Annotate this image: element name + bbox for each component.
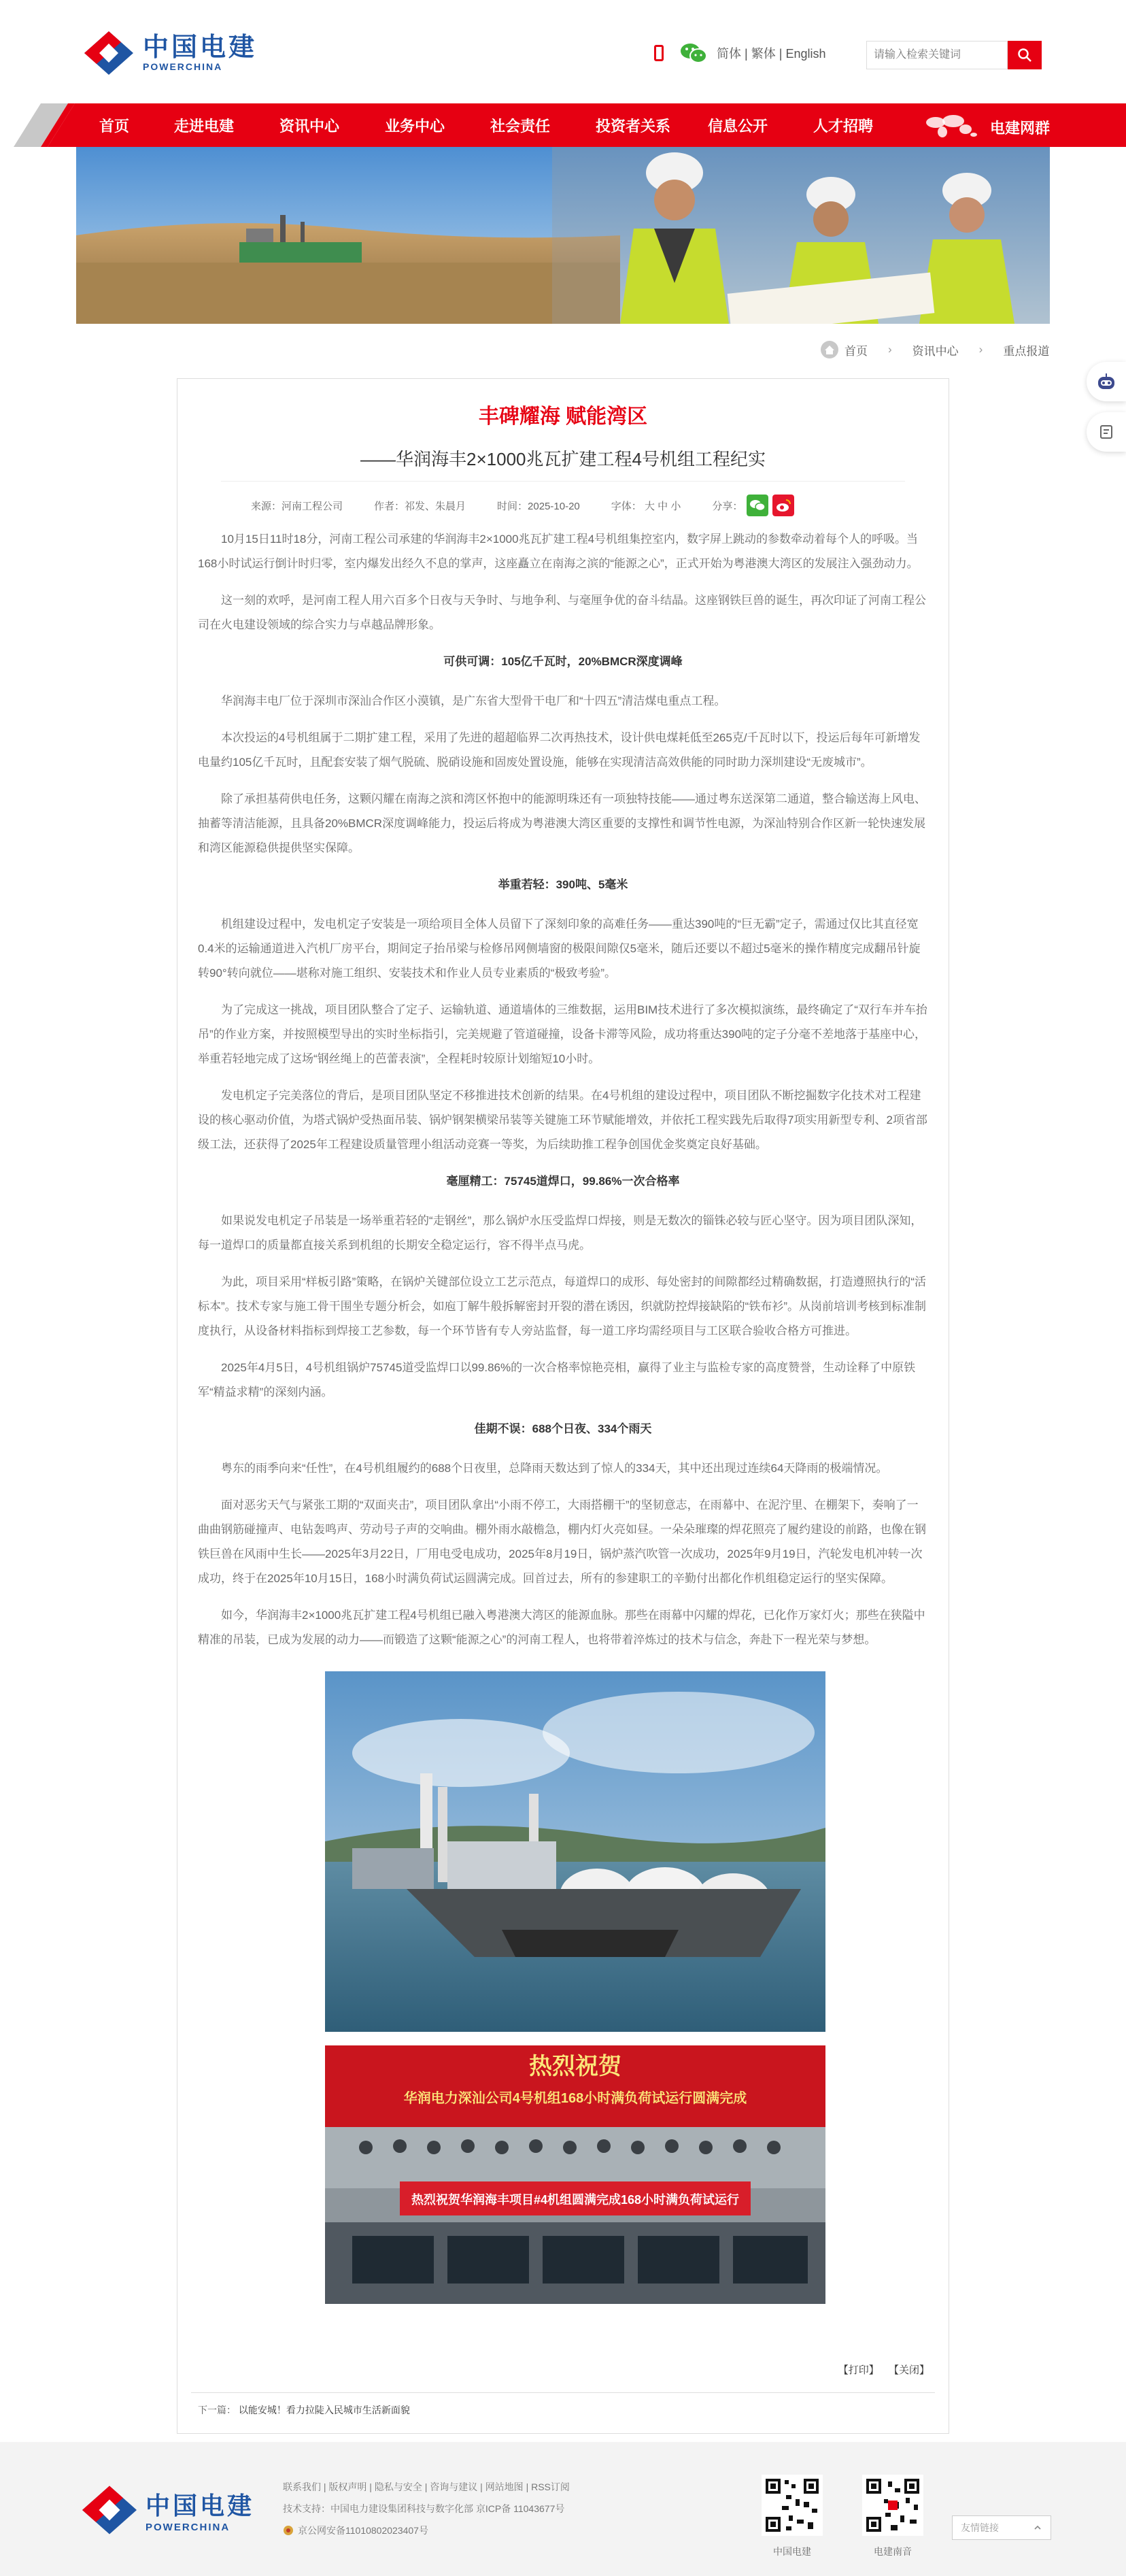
font-large[interactable]: 大 [644, 500, 655, 512]
banner-text-red: 热烈祝贺华润海丰项目#4机组圆满完成168小时满负荷试运行 [411, 2193, 740, 2207]
article-title: 丰碑耀海 赋能湾区 [478, 405, 648, 428]
site-header [0, 0, 1126, 103]
chevron-right-icon: › [978, 343, 983, 356]
footer-link-feedback[interactable]: 咨询与建议 [430, 2481, 478, 2492]
paragraph: 10月15日11时18分，河南工程公司承建的华润海丰2×1000兆瓦扩建工程4号机组集控室内，数字屏上跳动的参数牵动着每个人的呼吸。当168小时试运行倒计时归零，室内爆发出经久不息的掌声，这座矗立在南海之滨的“能源之心”，正式开始为粤港澳大湾区的发展注入强劲动力。 [198, 533, 919, 570]
article-container [177, 378, 949, 2434]
search-button[interactable] [1008, 41, 1042, 69]
qr-caption: 中国电建 [773, 2546, 811, 2557]
paragraph: 华润海丰电厂位于深圳市深汕合作区小漠镇，是广东省大型骨干电厂和“十四五”清洁煤电重点工程。 [221, 695, 726, 707]
close-button[interactable]: 【关闭】 [888, 2364, 929, 2376]
paragraph: 如果说发电机定子吊装是一场举重若轻的“走钢丝”，那么锅炉水压受监焊口焊接，则是无数次的锱铢必较与匠心坚守。因为项目团队深知，每一道焊口的质量都直接关系到机组的长期安全稳定运行，容不得半点马虎。 [198, 1214, 923, 1252]
search-bar [866, 41, 1042, 69]
nav-item-responsibility[interactable]: 社会责任 [490, 117, 551, 135]
nav-network[interactable]: 电建网群 [990, 120, 1051, 137]
footer-link-copyright[interactable]: 版权声明 [328, 2481, 367, 2492]
breadcrumb [820, 340, 1049, 359]
search-icon [1017, 48, 1032, 63]
paragraph: 粤东的雨季向来“任性”，在4号机组履约的688个日夜里，总降雨天数达到了惊人的334天，其中还出现过连续64天降雨的极端情况。 [221, 1462, 888, 1475]
wechat-share-icon[interactable] [747, 495, 768, 516]
lang-simplified[interactable]: 简体 [717, 47, 741, 61]
banner-text-mid: 华润电力深汕公司4号机组168小时满负荷试运行圆满完成 [403, 2091, 747, 2106]
qr-code-image [862, 2475, 923, 2536]
wechat-icon[interactable] [680, 42, 707, 64]
section-heading: 佳期不误：688个日夜、334个雨天 [474, 1422, 652, 1435]
nav-item-about[interactable]: 走进电建 [174, 117, 235, 135]
footer-link-contact[interactable]: 联系我们 [283, 2481, 321, 2492]
paragraph: 2025年4月5日，4号机组锅炉75745道受监焊口以99.86%的一次合格率惊艳亮相，赢得了业主与监检专家的高度赞誉，生动诠释了中原铁军“精益求精”的深刻内涵。 [198, 1361, 916, 1399]
qr-caption: 电建南音 [874, 2546, 912, 2557]
qr-code-nanyin [862, 2475, 923, 2558]
print-close-bar [832, 2362, 929, 2377]
logo-en-text: POWERCHINA [143, 61, 223, 72]
footer-logo-cn: 中国电建 [146, 2492, 255, 2520]
search-input[interactable] [866, 41, 1008, 69]
nav-item-disclosure[interactable]: 信息公开 [708, 117, 768, 135]
next-label: 下一篇： [198, 2405, 236, 2415]
paragraph: 面对恶劣天气与紧张工期的“双面夹击”，项目团队拿出“小雨不停工，大雨搭棚干”的坚韧意志，在雨幕中、在泥泞里、在棚架下，奏响了一曲曲钢筋碰撞声、电钻轰鸣声、劳动号子声的交响曲。棚外雨水敲檐急，棚内灯火亮如昼。一朵朵璀璨的焊花照亮了履约建设的前路，也像在钢铁巨兽在风雨中生长——2025年3月22日，厂用电受电成功，2025年8月19日，锅炉蒸汽吹管一次成功，2025年9月19日，汽轮发电机冲转一次成功，终于在2025年10月15日，168小时满负荷试运圆满完成。回首过去，所有的参建职工的辛勤付出都化作机组稳定运行的坚实保障。 [198, 1499, 926, 1585]
meta-author: 作者：祁发、朱晨月 [374, 500, 466, 512]
paragraph: 除了承担基荷供电任务，这颗闪耀在南海之滨和湾区怀抱中的能源明珠还有一项独特技能——通过粤东送深第二通道，整合输送海上风电、抽蓄等清洁能源，且具备20%BMCR深度调峰能力，投运后将成为粤港澳大湾区重要的支撑性和调节性电源，为深汕特别合作区新一轮快速发展和湾区能源稳供提供坚实保障。 [198, 792, 926, 854]
weibo-share-icon[interactable] [772, 495, 794, 516]
divider [221, 481, 905, 482]
footer-logo-en: POWERCHINA [146, 2522, 231, 2533]
footer-link-rss[interactable]: RSS订阅 [531, 2481, 570, 2492]
site-logo[interactable] [82, 29, 257, 78]
next-article [198, 2403, 410, 2417]
chevron-up-icon [1033, 2523, 1042, 2532]
nav-item-careers[interactable]: 人才招聘 [813, 117, 874, 135]
document-icon [1098, 424, 1114, 440]
chevron-right-icon: › [888, 343, 892, 356]
footer-links: 联系我们 | 版权声明 | 隐私与安全 | 咨询与建议 | 网站地图 | RSS订阅 技术支持：中国电力建设集团科技与数字化部 京ICP备 11043677号 京公网安备11010802023407号 [283, 2476, 570, 2541]
paragraph: 如今，华润海丰2×1000兆瓦扩建工程4号机组已融入粤港澳大湾区的能源血脉。那些在雨幕中闪耀的焊花，已化作万家灯火；那些在狭隘中精准的吊装，已成为发展的动力——而锻造了这颗“能源之心”的河南工程人，也将带着淬炼过的技术与信念，奔赴下一程光荣与梦想。 [198, 1609, 925, 1646]
footer-logo[interactable] [79, 2483, 254, 2537]
nav-item-investors[interactable]: 投资者关系 [596, 117, 671, 135]
footer-tech-support: 技术支持：中国电力建设集团科技与数字化部 京ICP备 11043677号 [283, 2503, 565, 2514]
friend-links-label: 友情链接 [961, 2522, 999, 2533]
font-size-control [611, 499, 681, 513]
powerchina-logo-mark [82, 29, 136, 78]
paragraph: 发电机定子完美落位的背后，是项目团队坚定不移推进技术创新的结果。在4号机组的建设过程中，项目团队不断挖掘数字化技术对工程建设的核心驱动价值，为塔式锅炉受热面吊装、锅炉钢架横梁吊装等关键施工环节赋能增效，并依托工程实践先后取得7项实用新型专利、2项省部级工法，还获得了2025年工程建设质量管理小组活动竞赛一等奖，为后续助推工程争创国优金奖奠定良好基础。 [198, 1089, 927, 1151]
main-nav [0, 103, 1126, 147]
feedback-button[interactable] [1087, 412, 1126, 452]
footer-link-sitemap[interactable]: 网站地图 [485, 2481, 524, 2492]
lang-sep: | [745, 47, 748, 61]
site-footer [0, 2442, 1126, 2576]
article-subtitle: ——华润海丰2×1000兆瓦扩建工程4号机组工程纪实 [360, 449, 766, 469]
section-heading: 毫厘精工：75745道焊口，99.86%一次合格率 [446, 1175, 680, 1188]
police-badge-icon [283, 2525, 294, 2536]
banner-text-top: 热烈祝贺 [529, 2054, 621, 2079]
paragraph: 机组建设过程中，发电机定子安装是一项给项目全体人员留下了深刻印象的高难任务——重达390吨的“巨无霸”定子，需通过仅比其直径宽0.4米的运输通道进入汽机厂房平台，期间定子抬吊梁与检修吊网侧墙窗的极限间隙仅5毫米，随后还要以不超过5毫米的操作精度完成翻吊针旋转90°转向就位——堪称对施工组织、安装技术和作业人员专业素质的“极致考验”。 [198, 918, 921, 980]
paragraph: 为此，项目采用“样板引路”策略，在锅炉关键部位设立工艺示范点，每道焊口的成形、每处密封的间隙都经过精确数据，打造遵照执行的“活标本”。技术专家与施工骨干围坐专题分析会，如庖丁解牛般拆解密封开裂的潜在诱因，织就防控焊接缺陷的“铁布衫”。从岗前培训考核到标准制度执行，从设备材料指标到焊接工艺参数，每一个环节皆有专人旁站监督，每一道工序均需经项目与工区联合验收合格方可推进。 [198, 1275, 926, 1337]
mobile-icon[interactable] [654, 45, 664, 61]
language-switcher [717, 44, 825, 62]
banner-image-workers [76, 147, 1050, 324]
section-heading: 可供可调：105亿千瓦时，20%BMCR深度调峰 [443, 655, 683, 668]
breadcrumb-current[interactable]: 重点报道 [1003, 344, 1050, 358]
paragraph: 为了完成这一挑战，项目团队整合了定子、运输轨道、通道墙体的三维数据，运用BIM技术进行了多次模拟演练，最终确定了“双行车并车抬吊”的作业方案，并按照模型导出的实时坐标指引，完美规避了管道碰撞，设备卡滞等风险，成功将重达390吨的定子分毫不差地落于基座中心，举重若轻地完成了这场“钢丝绳上的芭蕾表演”，全程耗时较原计划缩短10小时。 [198, 1003, 927, 1065]
nav-corner-decoration [0, 103, 75, 147]
share-label: 分享： [712, 500, 743, 512]
breadcrumb-home[interactable]: 首页 [844, 344, 868, 358]
font-label: 字体： [611, 500, 642, 512]
lang-traditional[interactable]: 繁体 [751, 47, 776, 61]
ai-assistant-button[interactable] [1087, 362, 1126, 401]
breadcrumb-news[interactable]: 资讯中心 [912, 344, 959, 358]
print-button[interactable]: 【打印】 [838, 2364, 879, 2376]
robot-icon [1096, 373, 1116, 390]
nav-item-business[interactable]: 业务中心 [385, 117, 445, 135]
font-medium[interactable]: 中 [658, 500, 668, 512]
page-banner [76, 147, 1050, 324]
meta-time: 时间：2025-10-20 [497, 500, 580, 512]
share-bar [712, 495, 794, 516]
footer-police-record[interactable]: 京公网安备11010802023407号 [298, 2525, 428, 2536]
article-body [198, 527, 928, 1665]
next-article-link[interactable]: 以能安城！看力拉陡入民城市生活新面貌 [238, 2405, 410, 2415]
qr-code-image [762, 2475, 823, 2536]
footer-link-privacy[interactable]: 隐私与安全 [374, 2481, 422, 2492]
article-photo-celebration [325, 2045, 825, 2304]
nav-item-home[interactable]: 首页 [99, 117, 130, 135]
article-photo-power-plant [325, 1671, 825, 2032]
meta-source: 来源：河南工程公司 [251, 500, 343, 512]
lang-sep: | [779, 47, 783, 61]
font-small[interactable]: 小 [670, 500, 681, 512]
paragraph: 这一刻的欢呼，是河南工程人用六百多个日夜与天争时、与地争利、与毫厘争优的奋斗结晶。这座钢铁巨兽的诞生，再次印证了河南工程公司在火电建设领域的综合实力与卓越品牌形象。 [198, 594, 926, 631]
divider [191, 2392, 935, 2393]
paragraph: 本次投运的4号机组属于二期扩建工程，采用了先进的超超临界二次再热技术，设计供电煤耗低至265克/千瓦时以下，投运后每年可新增发电量约105亿千瓦时，且配套安装了烟气脱硫、脱硝设施和固废处置设施，能够在实现清洁高效供能的同时助力深圳建设“无废城市”。 [198, 731, 921, 769]
nav-item-news[interactable]: 资讯中心 [279, 117, 340, 135]
article-meta [251, 493, 881, 518]
qr-code-powerchina [762, 2475, 823, 2558]
logo-cn-text: 中国电建 [143, 33, 258, 62]
powerchina-logo-mark [79, 2483, 140, 2537]
section-heading: 举重若轻：390吨、5毫米 [498, 878, 628, 891]
world-map-icon [922, 113, 979, 139]
friend-links-select[interactable] [952, 2515, 1051, 2540]
home-icon [820, 340, 839, 359]
lang-english[interactable]: English [785, 47, 826, 61]
